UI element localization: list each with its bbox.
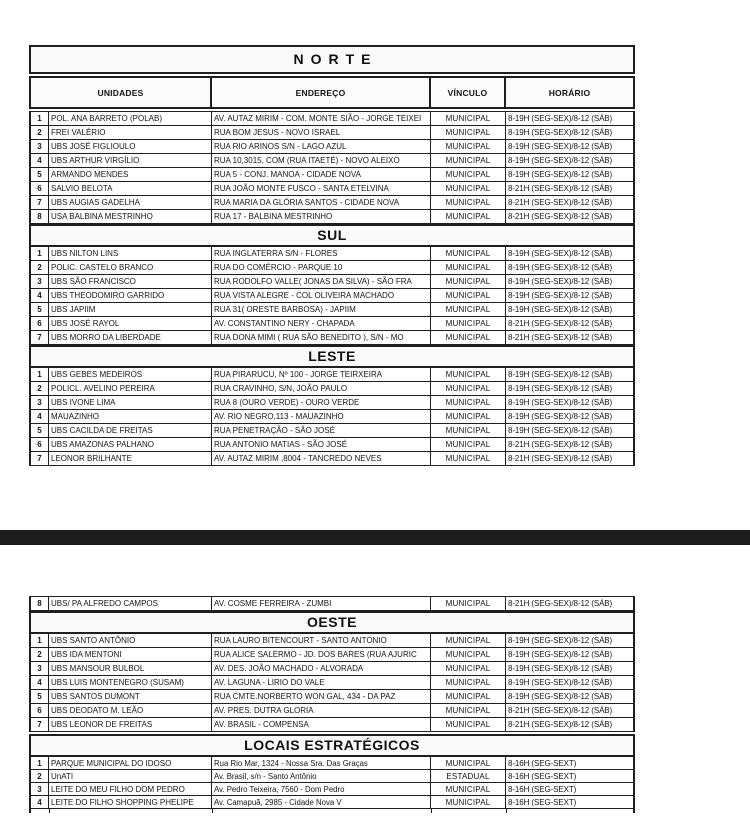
cell-vinculo: MUNICIPAL [431,676,506,689]
cell-num: 4 [31,676,49,689]
cell-endereco: Av. Camapuã, 2985 - Cidade Nova V [212,796,431,808]
cell-endereco: RUA INGLATERRA S/N - FLORES [212,247,431,260]
cell-endereco: RUA PIRARUCU, Nº 100 - JORGE TEIRXEIRA [212,368,431,381]
table-row [29,634,635,648]
cell-unidade: POLICL. AVELINO PEREIRA [49,382,212,395]
cell-horario: 8-21H (SEG-SEX)/8-12 (SÁB) [508,720,613,729]
cell-vinculo: MUNICIPAL [431,154,506,167]
cell-horario: 8-19H (SEG-SEX)/8-12 (SÁB) [508,692,613,701]
locais-estrategicos-rows [29,757,635,809]
cell-num: 3 [31,783,49,795]
cell-unidade: UBS/ PA ALFREDO CAMPOS [49,597,212,610]
table-row [29,783,635,796]
table-row [29,757,635,770]
table-row [29,452,635,466]
cell-horario: 8-19H (SEG-SEX)/8-12 (SÁB) [508,398,613,407]
cell-endereco: RUA CRAVINHO, S/N, JOÃO PAULO [212,382,431,395]
cell-vinculo: MUNICIPAL [431,704,506,717]
cell-endereco: AV. CONSTANTINO NERY - CHAPADA [212,317,431,330]
cell-vinculo: MUNICIPAL [431,757,506,769]
cell-unidade: UBS SANTOS DUMONT [49,690,212,703]
cell-unidade: UnATI [49,770,212,782]
cell-num: 3 [31,396,49,409]
cell-num: 7 [31,331,49,344]
cell-vinculo: MUNICIPAL [431,382,506,395]
cell-horario: 8-21H (SEG-SEX)/8-12 (SÁB) [508,440,613,449]
cell-horario: 8-19H (SEG-SEX)/8-12 (SÁB) [508,277,613,286]
table-row [29,662,635,676]
cell-unidade: ARMANDO MENDES [49,168,212,181]
cell-num: 4 [31,796,49,808]
cell-endereco: Av. Pedro Teixeira, 7560 - Dom Pedro [212,783,431,795]
cell-endereco: RUA JOÃO MONTE FUSCO - SANTA ETELVINA [212,182,431,195]
cell-num: 8 [31,210,49,223]
table-row [29,796,635,809]
section-title-sul: SUL [29,224,635,247]
page-divider-band [0,530,750,545]
cell-horario: 8-21H (SEG-SEX)/8-12 (SÁB) [508,184,613,193]
cell-horario: 8-19H (SEG-SEX)/8-12 (SÁB) [508,156,613,165]
cell-unidade: UBS IDA MENTONI [49,648,212,661]
cell-endereco: RUA VISTA ALEGRE - COL OLIVEIRA MACHADO [212,289,431,302]
cell-endereco: Rua Rio Mar, 1324 - Nossa Sra. Das Graças [212,757,431,769]
cell-num: 3 [31,662,49,675]
table-row [29,718,635,732]
cell-num: 4 [31,289,49,302]
cell-num: 2 [31,261,49,274]
cell-horario: 8-19H (SEG-SEX)/8-12 (SÁB) [508,263,613,272]
cell-endereco: RUA RODOLFO VALLE( JONAS DA SILVA) - SÃO FRA [212,275,431,288]
cell-vinculo: MUNICIPAL [431,690,506,703]
cell-vinculo: MUNICIPAL [431,438,506,451]
cell-endereco: RUA 10,3015, COM (RUA ITAETÉ) - NOVO ALEIXO [212,154,431,167]
cell-num: 7 [31,452,49,465]
cell-unidade: FREI VALÉRIO [49,126,212,139]
cell-horario: 8-16H (SEG-SEXT) [508,797,577,807]
column-header-horario: HORÁRIO [548,87,591,98]
leste-rows [29,368,635,466]
cell-endereco: AV. BRASIL - COMPENSA [212,718,431,731]
cell-endereco: RUA 8 (OURO VERDE) - OURO VERDE [212,396,431,409]
cell-unidade: POL. ANA BARRETO (POLAB) [49,112,212,125]
cell-horario: 8-19H (SEG-SEX)/8-12 (SÁB) [508,636,613,645]
cell-unidade: POLIC. CASTELO BRANCO [49,261,212,274]
cell-unidade: UBS MANSOUR BULBOL [49,662,212,675]
cell-vinculo: MUNICIPAL [431,168,506,181]
cell-unidade: LEONOR BRILHANTE [49,452,212,465]
cell-num: 4 [31,410,49,423]
column-header-endereco: ENDEREÇO [212,78,431,107]
cell-unidade: PARQUE MUNICIPAL DO IDOSO [49,757,212,769]
cell-num: 5 [31,168,49,181]
cell-num: 2 [31,770,49,782]
cell-vinculo: MUNICIPAL [431,112,506,125]
cell-num: 6 [31,704,49,717]
oeste-rows [29,634,635,732]
cell-horario: 8-21H (SEG-SEX)/8-12 (SÁB) [508,319,613,328]
cell-unidade: UBS SANTO ANTÔNIO [49,634,212,647]
cell-horario: 8-19H (SEG-SEX)/8-12 (SÁB) [508,128,613,137]
cell-endereco: RUA 5 - CONJ. MANOA - CIDADE NOVA [212,168,431,181]
cell-vinculo: MUNICIPAL [431,275,506,288]
leste-continuation-rows [29,596,635,611]
table-row [29,140,635,154]
cell-horario: 8-19H (SEG-SEX)/8-12 (SÁB) [508,384,613,393]
cell-endereco: AV. DES. JOÃO MACHADO - ALVORADA [212,662,431,675]
table-row [29,676,635,690]
cell-unidade: UBS ARTHUR VIRGÍLIO [49,154,212,167]
cell-unidade: UBS LEONOR DE FREITAS [49,718,212,731]
cell-vinculo: MUNICIPAL [431,261,506,274]
cell-unidade: UBS CACILDA DE FREITAS [49,424,212,437]
cell-unidade: LEITE DO FILHO SHOPPING PHELIPE [49,796,212,808]
cell-endereco: AV. LAGUNA - LIRIO DO VALE [212,676,431,689]
cell-num: 2 [31,382,49,395]
cell-horario: 8-21H (SEG-SEX)/8-12 (SÁB) [508,198,613,207]
table-row [29,275,635,289]
cell-unidade: SALVIO BELOTA [49,182,212,195]
table-row [29,317,635,331]
cell-unidade: USA BALBINA MESTRINHO [49,210,212,223]
cell-num: 1 [31,757,49,769]
cell-num: 3 [31,275,49,288]
cell-num: 6 [31,317,49,330]
table-row [29,261,635,275]
cell-horario: 8-19H (SEG-SEX)/8-12 (SÁB) [508,249,613,258]
cell-num: 3 [31,140,49,153]
cell-vinculo: MUNICIPAL [431,247,506,260]
cell-horario: 8-21H (SEG-SEX)/8-12 (SÁB) [508,706,613,715]
table-row [29,210,635,224]
cell-unidade: UBS MORRO DA LIBERDADE [49,331,212,344]
cell-endereco: RUA RIO ARINOS S/N - LAGO AZUL [212,140,431,153]
cell-endereco: RUA ANTONIO MATIAS - SÃO JOSÉ [212,438,431,451]
cell-num: 2 [31,648,49,661]
cell-num: 5 [31,303,49,316]
section-title-leste: LESTE [29,345,635,368]
cell-num: 6 [31,438,49,451]
cell-horario: 8-19H (SEG-SEX)/8-12 (SÁB) [508,678,613,687]
cell-horario: 8-21H (SEG-SEX)/8-12 (SÁB) [508,599,613,608]
cell-endereco: AV. COSME FERREIRA - ZUMBI [212,597,431,610]
table-row [29,154,635,168]
cell-horario: 8-19H (SEG-SEX)/8-12 (SÁB) [508,650,613,659]
cell-horario: 8-19H (SEG-SEX)/8-12 (SÁB) [508,114,613,123]
cell-horario: 8-16H (SEG-SEXT) [508,758,577,768]
cell-horario: 8-19H (SEG-SEX)/8-12 (SÁB) [508,305,613,314]
cell-horario: 8-19H (SEG-SEX)/8-12 (SÁB) [508,412,613,421]
cell-endereco: AV. AUTAZ MIRIM ,8004 - TANCREDO NEVES [212,452,431,465]
table-row [29,112,635,126]
table-row [29,182,635,196]
cell-vinculo: MUNICIPAL [431,424,506,437]
cell-unidade: UBS AMAZONAS PALHANO [49,438,212,451]
table-row [29,770,635,783]
cell-vinculo: MUNICIPAL [431,303,506,316]
cell-endereco: RUA 31( ORESTE BARBOSA) - JAPIIM [212,303,431,316]
table-row [29,396,635,410]
cell-unidade: UBS JAPIIM [49,303,212,316]
cell-vinculo: ESTADUAL [431,770,506,782]
cell-unidade: UBS AUGIAS GADELHA [49,196,212,209]
sul-rows [29,247,635,345]
table-row [29,597,635,611]
cell-vinculo: MUNICIPAL [431,289,506,302]
cell-vinculo: MUNICIPAL [431,597,506,610]
cell-unidade: UBS IVONE LIMA [49,396,212,409]
cell-vinculo: MUNICIPAL [431,634,506,647]
cell-unidade: UBS NILTON LINS [49,247,212,260]
cell-endereco: AV. PRES. DUTRA GLORIA [212,704,431,717]
cell-unidade: MAUAZINHO [49,410,212,423]
table-row [29,126,635,140]
cell-unidade: UBS THEODOMIRO GARRIDO [49,289,212,302]
cell-endereco: Av. Brasil, s/n - Santo Antônio [212,770,431,782]
table-row [29,704,635,718]
norte-rows [29,111,635,224]
cell-num: 5 [31,424,49,437]
cell-unidade: UBS JOSÉ FIGLIOULO [49,140,212,153]
cell-endereco: RUA DONA MIMI ( RUA SÃO BENEDITO ), S/N - MO [212,331,431,344]
cell-vinculo: MUNICIPAL [431,662,506,675]
cell-endereco: AV. RIO NEGRO,113 - MAUAZINHO [212,410,431,423]
table-row [29,303,635,317]
cell-num: 4 [31,154,49,167]
table-row [29,196,635,210]
cell-endereco: RUA MARIA DA GLÓRIA SANTOS - CIDADE NOVA [212,196,431,209]
table-row [29,382,635,396]
cell-num: 7 [31,196,49,209]
cell-horario: 8-19H (SEG-SEX)/8-12 (SÁB) [508,664,613,673]
cell-vinculo: MUNICIPAL [431,648,506,661]
cell-unidade: UBS GEBES MEDEIROS [49,368,212,381]
cell-vinculo: MUNICIPAL [431,196,506,209]
cell-horario: 8-19H (SEG-SEX)/8-12 (SÁB) [508,370,613,379]
cell-endereco: RUA ALICE SALERMO - JD. DOS BARES (RUA AJURIC [212,648,431,661]
table-row [29,247,635,261]
cell-num: 1 [31,247,49,260]
cell-num: 7 [31,718,49,731]
table-row [29,438,635,452]
cell-horario: 8-19H (SEG-SEX)/8-12 (SÁB) [508,170,613,179]
section-title-norte: NORTE [29,45,635,74]
cell-horario: 8-19H (SEG-SEX)/8-12 (SÁB) [508,426,613,435]
column-header-unidades: UNIDADES [31,78,212,107]
table-row [29,331,635,345]
table-row [29,289,635,303]
cell-horario: 8-21H (SEG-SEX)/8-12 (SÁB) [508,333,613,342]
cell-endereco: RUA PENETRAÇÃO - SÃO JOSÉ [212,424,431,437]
cell-vinculo: MUNICIPAL [431,796,506,808]
cell-endereco: RUA 17 - BALBINA MESTRINHO [212,210,431,223]
cell-horario: 8-21H (SEG-SEX)/8-12 (SÁB) [508,212,613,221]
cell-vinculo: MUNICIPAL [431,718,506,731]
cell-vinculo: MUNICIPAL [431,317,506,330]
cell-num: 6 [31,182,49,195]
cell-vinculo: MUNICIPAL [431,126,506,139]
cell-unidade: UBS JOSÉ RAYOL [49,317,212,330]
cell-endereco: RUA CMTE.NORBERTO WON GAL, 434 - DA PAZ [212,690,431,703]
cell-vinculo: MUNICIPAL [431,140,506,153]
cell-num: 1 [31,368,49,381]
cell-vinculo: MUNICIPAL [431,410,506,423]
cell-vinculo: MUNICIPAL [431,368,506,381]
cell-endereco: RUA BOM JESUS - NOVO ISRAEL [212,126,431,139]
section-title-locais-estrategicos: LOCAIS ESTRATÉGICOS [29,734,635,757]
cell-unidade: LEITE DO MEU FILHO DOM PEDRO [49,783,212,795]
column-header-vinculo: VÍNCULO [431,78,506,107]
cell-horario: 8-19H (SEG-SEX)/8-12 (SÁB) [508,142,613,151]
cell-unidade: UBS DEODATO M. LEÃO [49,704,212,717]
cell-vinculo: MUNICIPAL [431,182,506,195]
cell-vinculo: MUNICIPAL [431,396,506,409]
cell-vinculo: MUNICIPAL [431,331,506,344]
cell-vinculo: MUNICIPAL [431,783,506,795]
table-row [29,690,635,704]
page-1 [29,45,635,466]
table-header-row [29,76,635,109]
table-row [29,424,635,438]
cell-num: 2 [31,126,49,139]
cell-horario: 8-19H (SEG-SEX)/8-12 (SÁB) [508,291,613,300]
cell-horario: 8-16H (SEG-SEXT) [508,771,577,781]
cropped-row-stub [29,809,635,813]
table-row [29,648,635,662]
cell-horario: 8-16H (SEG-SEXT) [508,784,577,794]
cell-endereco: AV. AUTAZ MIRIM - COM. MONTE SIÃO - JORGE TEIXEI [212,112,431,125]
cell-endereco: RUA DO COMÉRCIO - PARQUE 10 [212,261,431,274]
cell-num: 5 [31,690,49,703]
cell-vinculo: MUNICIPAL [431,452,506,465]
table-row [29,368,635,382]
cell-num: 1 [31,634,49,647]
table-row [29,410,635,424]
page-2 [29,596,635,813]
cell-num: 8 [31,597,49,610]
cell-num: 1 [31,112,49,125]
table-row [29,168,635,182]
cell-unidade: UBS LUIS MONTENEGRO (SUSAM) [49,676,212,689]
cell-endereco: RUA LAURO BITENCOURT - SANTO ANTONIO [212,634,431,647]
cell-horario: 8-21H (SEG-SEX)/8-12 (SÁB) [508,454,613,463]
cell-unidade: UBS SÃO FRANCISCO [49,275,212,288]
section-title-oeste: OESTE [29,611,635,634]
cell-vinculo: MUNICIPAL [431,210,506,223]
